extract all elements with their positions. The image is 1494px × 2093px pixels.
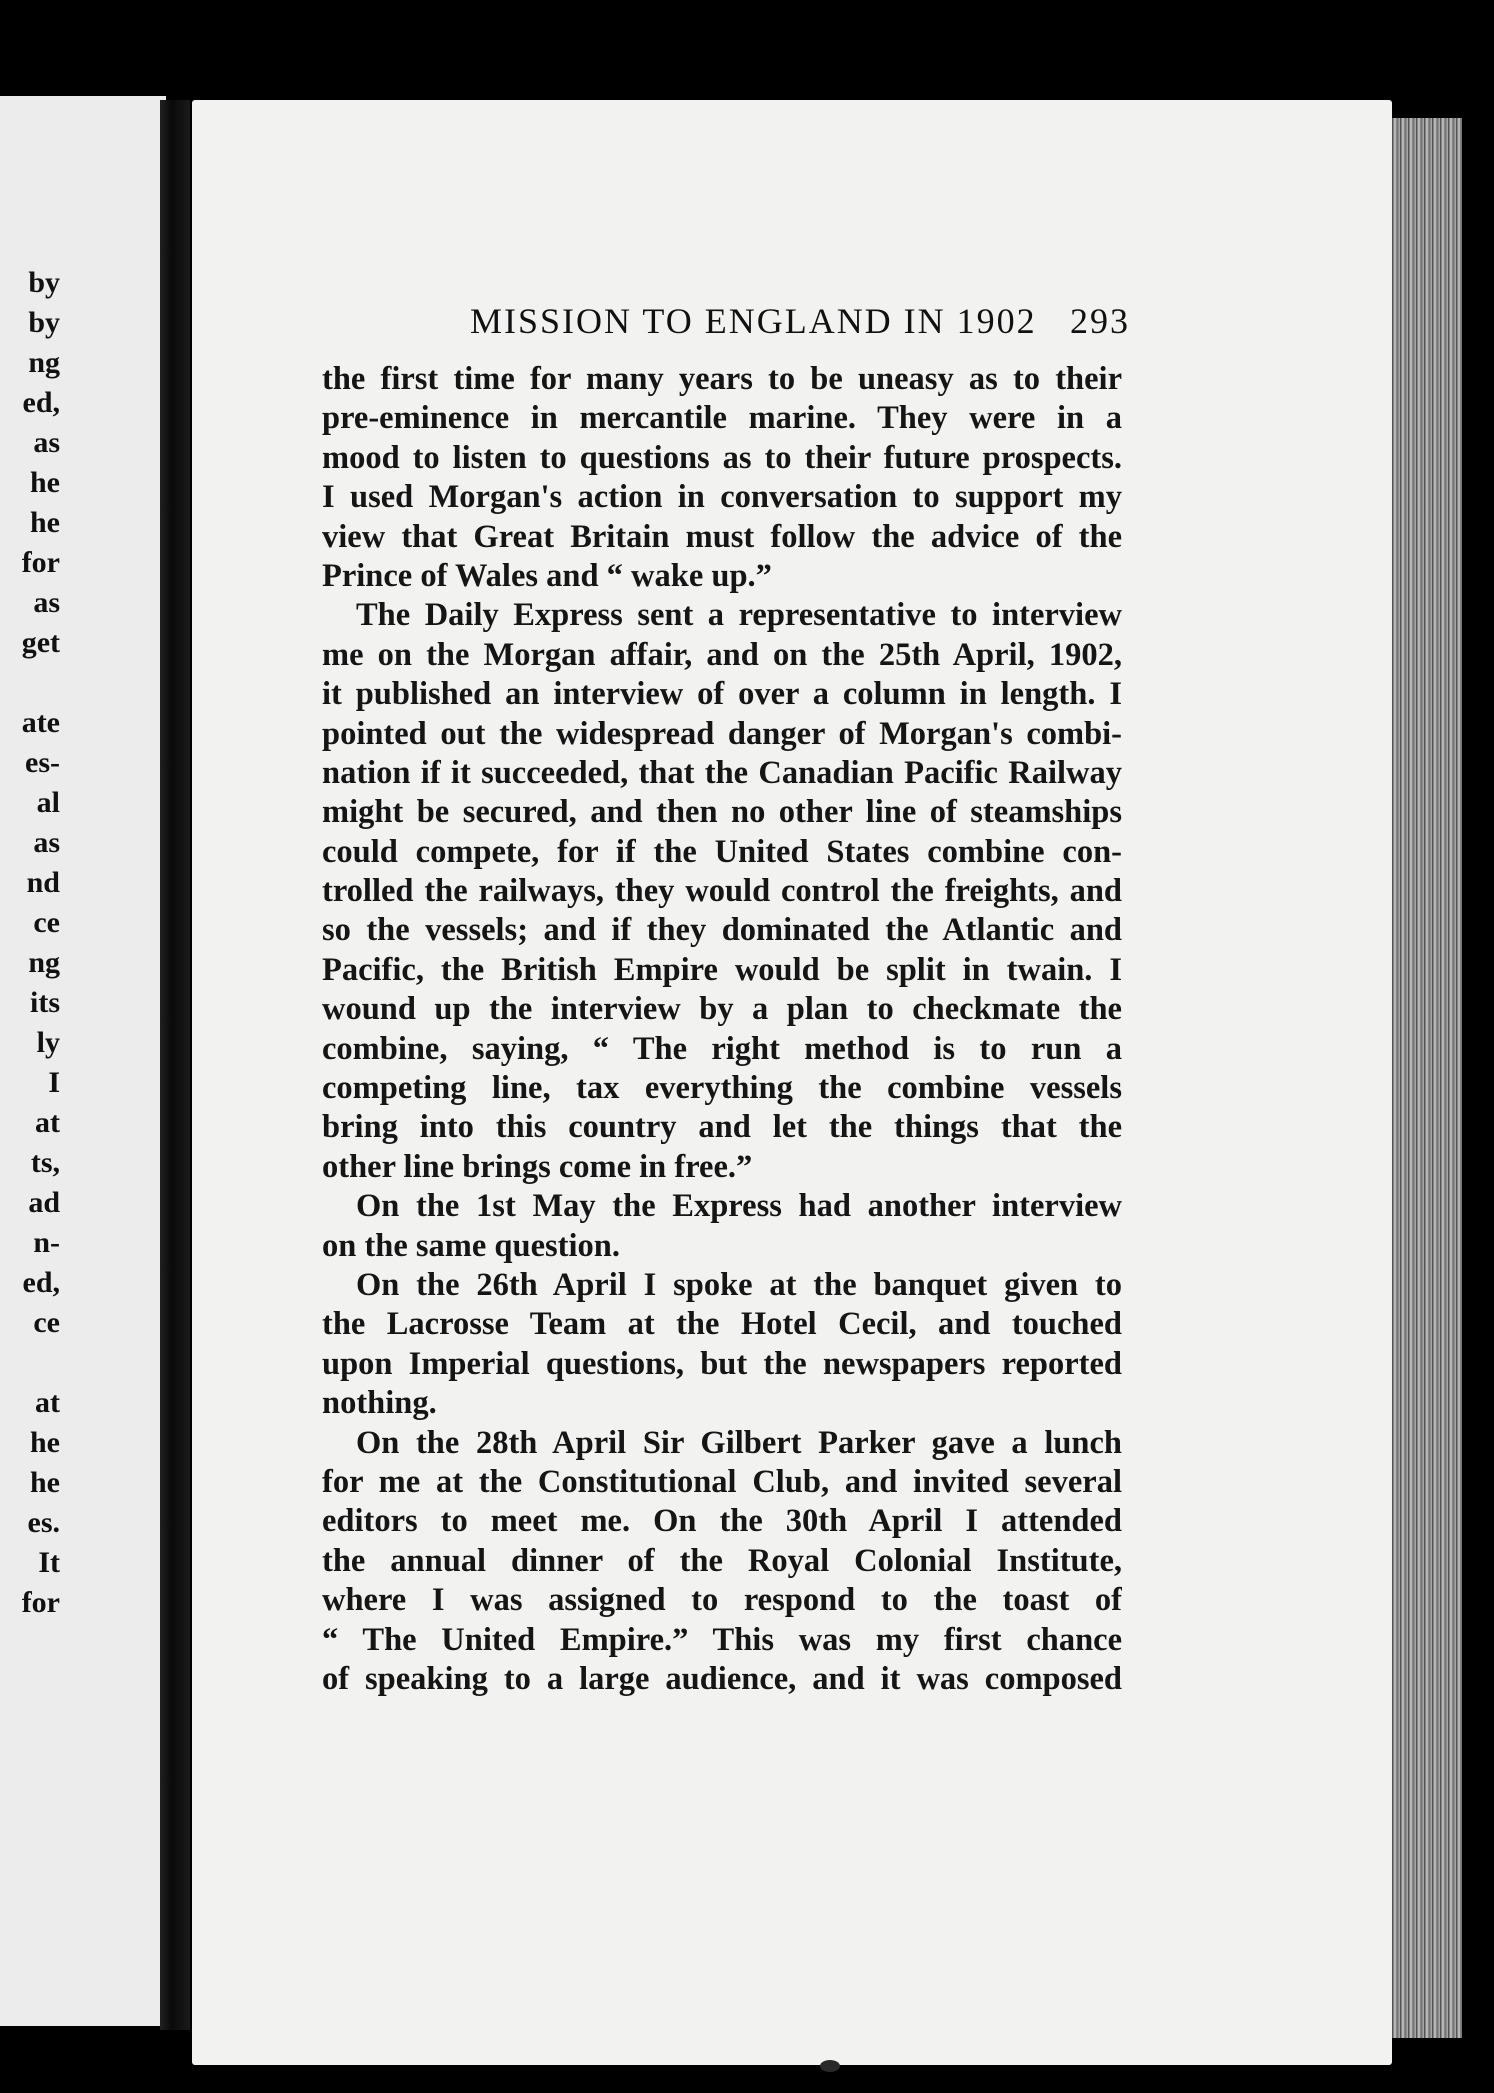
text-line: view that Great Britain must follow the advice of the [322, 518, 1122, 555]
text-line: it published an interview of over a column in length. I [322, 676, 1122, 713]
text-line: on the same question. [322, 1227, 620, 1264]
left-page-fragment: he [30, 1426, 60, 1459]
left-page-fragment: ed, [22, 1266, 60, 1299]
text-line: mood to listen to questions as to their future prospects. [322, 439, 1122, 476]
text-line: bring into this country and let the things that the [322, 1109, 1122, 1146]
text-line: could compete, for if the United States combine con- [322, 833, 1122, 870]
left-page-fragment: by [28, 266, 60, 299]
left-page-fragment: get [21, 626, 60, 659]
left-page-fragment: by [28, 306, 60, 339]
left-page-fragment: for [21, 546, 60, 579]
text-line: trolled the railways, they would control the freights, and [322, 873, 1122, 910]
text-line: nothing. [322, 1385, 437, 1422]
left-page-text-fragments [0, 263, 60, 1623]
left-page-fragment: nd [26, 866, 60, 899]
text-line: upon Imperial questions, but the newspapers reported [322, 1345, 1122, 1382]
text-line: combine, saying, “ The right method is to run a [322, 1030, 1122, 1067]
left-page-fragment: al [36, 786, 60, 819]
text-line: the annual dinner of the Royal Colonial Institute, [322, 1542, 1122, 1579]
text-line: On the 26th April I spoke at the banquet given to [356, 1266, 1122, 1303]
text-line: the first time for many years to be uneasy as to their [322, 361, 1122, 397]
left-page-fragment: ng [28, 346, 60, 379]
text-line: competing line, tax everything the combine vessels [322, 1070, 1122, 1107]
text-line: might be secured, and then no other line of steamships [322, 794, 1122, 831]
left-page-fragment: ce [33, 906, 60, 939]
left-page-fragment: at [35, 1386, 60, 1419]
text-line: pre-eminence in mercantile marine. They were in a [322, 400, 1122, 437]
left-page-fragment: he [30, 506, 60, 539]
left-page-fragment: ly [36, 1026, 60, 1059]
left-page-fragment: It [38, 1546, 60, 1579]
left-page-fragment: es- [25, 746, 60, 779]
text-line: so the vessels; and if they dominated the Atlantic and [322, 912, 1122, 949]
left-page-fragment: he [30, 1466, 60, 1499]
text-line: pointed out the widespread danger of Morgan's combi- [322, 715, 1122, 752]
text-line: nation if it succeeded, that the Canadian Pacific Railway [322, 754, 1122, 791]
left-page-fragment: ce [33, 1306, 60, 1339]
body-text [322, 360, 1122, 1699]
text-line: On the 1st May the Express had another interview [356, 1188, 1122, 1225]
book-gutter [160, 100, 190, 2030]
left-page-fragment: ng [28, 946, 60, 979]
left-page-fragment [0, 1343, 60, 1383]
text-line: wound up the interview by a plan to checkmate the [322, 991, 1122, 1028]
left-page-fragment: n- [33, 1226, 60, 1259]
running-head-title: MISSION TO ENGLAND IN 1902 [470, 301, 1037, 341]
text-line: of speaking to a large audience, and it was composed [322, 1660, 1122, 1697]
text-line: Pacific, the British Empire would be split in twain. I [322, 951, 1122, 988]
left-page-fragment: as [33, 586, 60, 619]
text-line: Prince of Wales and “ wake up.” [322, 557, 772, 594]
left-page-fragment: he [30, 466, 60, 499]
text-line: where I was assigned to respond to the toast of [322, 1582, 1122, 1619]
scan-mark [820, 2060, 840, 2072]
text-line: I used Morgan's action in conversation to support my [322, 479, 1122, 516]
text-line: the Lacrosse Team at the Hotel Cecil, and touched [322, 1306, 1122, 1343]
left-page-fragment: ts, [30, 1146, 60, 1179]
left-page-fragment: ad [28, 1186, 60, 1219]
left-page-fragment: as [33, 826, 60, 859]
left-page-fragment: for [21, 1586, 60, 1619]
text-line: On the 28th April Sir Gilbert Parker gave a lunch [356, 1424, 1122, 1461]
left-page-fragment: I [48, 1066, 60, 1099]
left-page-fragment: ate [21, 706, 60, 739]
page-edges [1392, 118, 1462, 2038]
page-number: 293 [1070, 301, 1130, 341]
text-line: me on the Morgan affair, and on the 25th April, 1902, [322, 636, 1122, 673]
left-page-fragment [0, 663, 60, 703]
text-line: “ The United Empire.” This was my first chance [322, 1621, 1122, 1658]
text-line: editors to meet me. On the 30th April I attended [322, 1503, 1122, 1540]
text-line: for me at the Constitutional Club, and invited several [322, 1463, 1122, 1500]
left-page-fragment: ed, [22, 386, 60, 419]
text-line: other line brings come in free.” [322, 1148, 753, 1185]
left-page-fragment: es. [27, 1506, 60, 1539]
left-page-fragment: its [30, 986, 60, 1019]
left-page-fragment: as [33, 426, 60, 459]
text-line: The Daily Express sent a representative to interview [356, 597, 1122, 634]
left-page-fragment: at [35, 1106, 60, 1139]
running-head [470, 300, 1130, 350]
